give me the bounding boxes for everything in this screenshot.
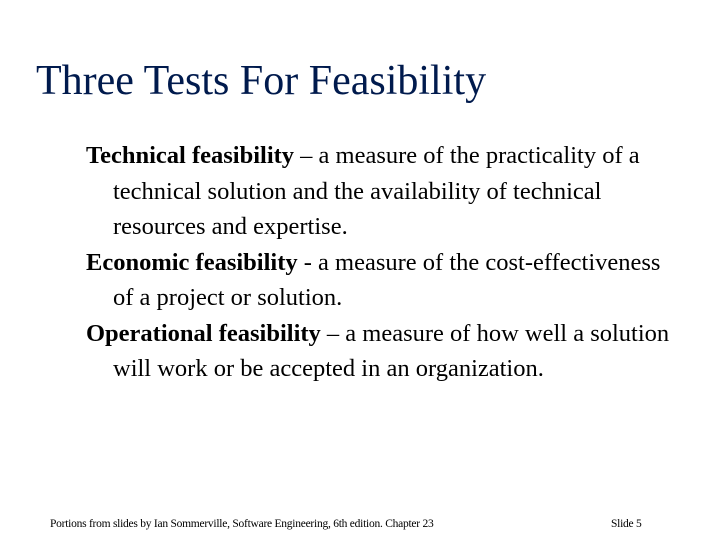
- term-operational: Operational feasibility: [86, 319, 321, 347]
- list-item-technical: [86, 138, 686, 245]
- definition-operational: – a measure of how well a solution will work or be accepted in an organization.: [113, 319, 670, 382]
- definition-economic: - a measure of the cost-effectiveness of a project or solution.: [113, 248, 661, 311]
- list-item-operational: [86, 316, 686, 387]
- list-item-economic: [86, 245, 686, 316]
- feasibility-list: [86, 138, 686, 387]
- term-economic: Economic feasibility: [86, 248, 298, 276]
- slide-title: Three Tests For Feasibility: [36, 58, 487, 104]
- slide-number: Slide 5: [611, 518, 642, 530]
- definition-technical: – a measure of the practicality of a technical solution and the availability of technical resources and expertise.: [113, 142, 640, 240]
- term-technical: Technical feasibility: [86, 142, 295, 169]
- footer-source: Portions from slides by Ian Sommerville, Software Engineering, 6th edition. Chapter 23: [50, 518, 434, 530]
